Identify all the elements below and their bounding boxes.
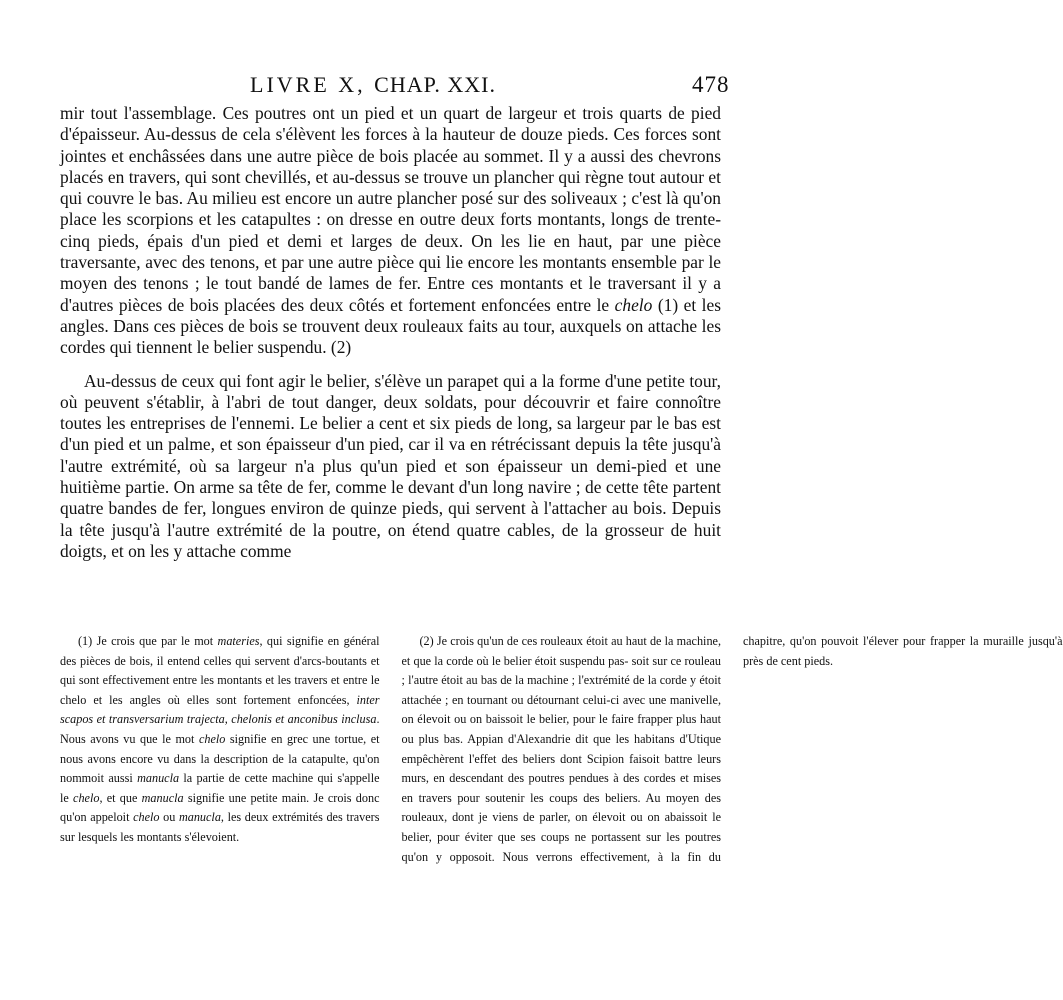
- page-number: 478: [692, 72, 730, 97]
- body-paragraph: [60, 371, 721, 563]
- italic-term: inter scapos et transversarium trajecta, chelonis et anconibus inclusa: [60, 692, 380, 727]
- text-run: signifie une petite main. Je crois donc qu'on appeloit: [60, 790, 380, 825]
- text-run: signifie en grec une tortue, et nous avons encore vu dans la description de la catapulte, qu'on nommoit aussi: [60, 731, 380, 786]
- text-run: . Nous avons vu que le mot: [60, 712, 380, 746]
- text-run: la partie de cette machine qui s'appelle le: [60, 771, 380, 805]
- text-run: Au-dessus de ceux qui font agir le belier, s'élève un parapet qui a la forme d'une petite tour, où peuvent s'établir, à l'abri de tout danger, deux soldats, pour découvrir et faire connoître toutes les entreprises de l'ennemi. Le belier a cent et six pieds de long, sa largeur par le bas est d'un pied et un palme, et son épaisseur d'un pied, car il va en rétrécissant depuis la tête jusqu'à l'autre extrémité, où sa largeur n'a plus qu'un pied et son épaisseur un demi-pied et une huitième partie. On arme sa tête de fer, comme le devant d'un long navire ; de cette tête partent quatre bandes de fer, longues environ de quinze pieds, qui servent à l'attacher au bois. Depuis la tête jusqu'à l'autre extrémité de la poutre, on étend quatre cables, de la grosseur de huit doigts, et on les y attache comme: [60, 370, 721, 561]
- italic-term: chelo: [198, 731, 226, 746]
- italic-term: chelo: [614, 294, 653, 315]
- text-run: (1) Je crois que par le mot: [78, 634, 218, 648]
- footnote: [60, 632, 380, 848]
- text-run: ou: [159, 810, 179, 825]
- text-run: , et que: [99, 790, 142, 805]
- text-run: , les deux extrémités des travers sur lesquels les montants s'élevoient.: [60, 810, 380, 844]
- italic-term: manucla: [141, 790, 184, 805]
- footnote: [402, 632, 1063, 872]
- running-head-chapter: CHAP. XXI.: [374, 72, 497, 97]
- text-run: , qui signifie en général des pièces de bois, il entend celles qui servent d'arcs-boutants et qui sont effectivement entre les montants et les travers et entre le chelo et les angles où elles sont fortement enfoncées,: [60, 634, 380, 707]
- text-run: (2) Je crois qu'un de ces rouleaux étoit au haut de la machine, et que la corde où le belier étoit suspendu pas- soit sur ce rouleau ; l'autre étoit au bas de la machine ; l'extrémité de la corde y étoit attachée ; en tournant ou détournant celui-ci avec une manivelle, on élevoit ou on baissoit le belier, pour le faire frapper plus haut ou plus bas. Appian d'Alexandrie dit que les habitans d'Utique empêchèrent l'effet des beliers dont Scipion faisoit battre leurs murs, en descendant des poutres pendues à des cordes et mises en travers pour soutenir les coups des beliers. Au moyen des rouleaux, dont je viens de parler, on élevoit ou on abaissoit le belier, pour éviter que ses coups ne portassent sur les poutres qu'on y opposoit. Nous verrons effectivement, à la fin du chapitre, qu'on pouvoit l'élever pour frapper la muraille jusqu'à près de cent pieds.: [401, 634, 1063, 864]
- main-text: [60, 103, 721, 562]
- text-run: mir tout l'assemblage. Ces poutres ont un pied et un quart de largeur et trois quarts de pied d'épaisseur. Au-dessus de cela s'élèvent les forces à la hauteur de douze pieds. Ces forces sont jointes et enchâssées dans une autre pièce de bois placée au sommet. Il y a aussi des chevrons placés en travers, qui sont chevillés, et au-dessus se trouve un plancher qui règne tout autour et qui couvre le bas. Au milieu est encore un autre plancher posé sur des soliveaux ; c'est là qu'on place les scorpions et les catapultes : on dresse en outre deux forts montants, longs de trente-cinq pieds, épais d'un pied et demi et larges de deux. On les lie en haut, par une pièce traversante, avec des tenons, et par une autre pièce qui lie encore les montants ensemble par le moyen des tenons ; le tout bandé de lames de fer. Entre ces montants et le traversant il y a d'autres pièces de bois placées des deux côtés et fortement enfoncées entre le: [60, 103, 721, 315]
- running-head-book: LIVRE X,: [250, 72, 366, 97]
- italic-term: materies: [217, 634, 260, 648]
- italic-term: chelo: [73, 790, 100, 805]
- body-paragraph: [60, 103, 721, 359]
- footnotes: [60, 632, 1063, 872]
- text-run: (1) et les angles. Dans ces pièces de bois se trouvent deux rouleaux faits au tour, auxquels on attache les cordes qui tiennent le belier suspendu. (2): [60, 294, 721, 358]
- page-header: [0, 72, 791, 102]
- running-head: [250, 72, 496, 98]
- italic-term: manucla: [137, 771, 180, 786]
- italic-term: manucla: [178, 810, 221, 825]
- italic-term: chelo: [133, 810, 160, 825]
